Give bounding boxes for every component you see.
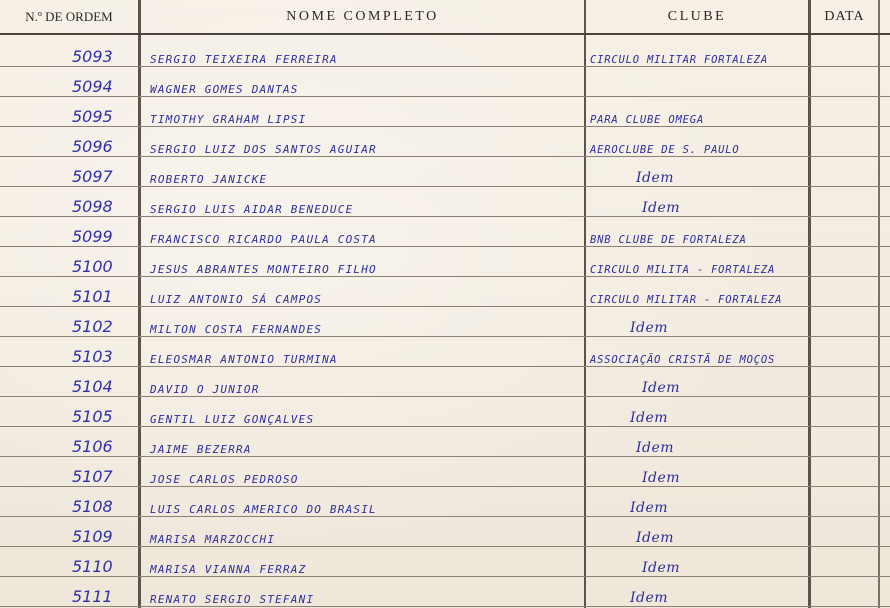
table-row xyxy=(0,337,890,367)
table-row xyxy=(0,307,890,337)
club-name: BNB CLUBE DE FORTALEZA xyxy=(590,234,747,246)
full-name: ELEOSMAR ANTONIO TURMINA xyxy=(150,353,338,366)
header-club: CLUBE xyxy=(667,9,727,24)
full-name: WAGNER GOMES DANTAS xyxy=(150,83,299,96)
order-number: 5096 xyxy=(72,137,113,156)
club-name: PARA CLUBE OMEGA xyxy=(590,114,704,126)
table-row xyxy=(0,187,890,217)
full-name: GENTIL LUIZ GONÇALVES xyxy=(150,413,315,426)
club-name: Idem xyxy=(636,440,675,456)
table-row xyxy=(0,487,890,517)
full-name: RENATO SERGIO STEFANI xyxy=(150,593,315,606)
full-name: MARISA MARZOCCHI xyxy=(150,533,276,546)
order-number: 5095 xyxy=(72,107,113,126)
full-name: DAVID O JUNIOR xyxy=(150,383,260,396)
order-number: 5106 xyxy=(72,437,113,456)
club-name: Idem xyxy=(642,560,681,576)
table-row xyxy=(0,67,890,97)
ruled-line xyxy=(0,606,890,607)
table-row xyxy=(0,517,890,547)
table-row xyxy=(0,157,890,187)
full-name: MARISA VIANNA FERRAZ xyxy=(150,563,307,576)
header-date: DATA xyxy=(824,9,865,24)
full-name: JAIME BEZERRA xyxy=(150,443,252,456)
table-row xyxy=(0,37,890,67)
order-number: 5105 xyxy=(72,407,113,426)
club-name: CIRCULO MILITA - FORTALEZA xyxy=(590,264,776,276)
header-full-name: NOME COMPLETO xyxy=(286,9,439,24)
order-number: 5107 xyxy=(72,467,113,486)
club-name: Idem xyxy=(642,380,681,396)
order-number: 5094 xyxy=(72,77,113,96)
full-name: MILTON COSTA FERNANDES xyxy=(150,323,323,336)
club-name: Idem xyxy=(630,500,669,516)
order-number: 5101 xyxy=(72,287,113,306)
club-name: ASSOCIAÇÃO CRISTÃ DE MOÇOS xyxy=(590,354,776,366)
club-name: Idem xyxy=(636,170,675,186)
full-name: ROBERTO JANICKE xyxy=(150,173,268,186)
table-row xyxy=(0,217,890,247)
order-number: 5102 xyxy=(72,317,113,336)
table-row xyxy=(0,547,890,577)
full-name: TIMOTHY GRAHAM LIPSI xyxy=(150,113,307,126)
full-name: LUIS CARLOS AMERICO DO BRASIL xyxy=(150,503,377,516)
table-row xyxy=(0,577,890,607)
club-name: Idem xyxy=(630,320,669,336)
full-name: SERGIO LUIZ DOS SANTOS AGUIAR xyxy=(150,143,377,156)
order-number: 5104 xyxy=(72,377,113,396)
order-number: 5108 xyxy=(72,497,113,516)
table-row xyxy=(0,367,890,397)
header-order-number: N.º DE ORDEM xyxy=(25,9,113,24)
full-name: LUIZ ANTONIO SÁ CAMPOS xyxy=(150,293,323,306)
club-name: AEROCLUBE DE S. PAULO xyxy=(590,144,740,156)
table-row xyxy=(0,427,890,457)
order-number: 5093 xyxy=(72,47,113,66)
order-number: 5099 xyxy=(72,227,113,246)
club-name: Idem xyxy=(630,590,669,606)
order-number: 5109 xyxy=(72,527,113,546)
header-rule xyxy=(0,33,890,35)
table-row xyxy=(0,457,890,487)
full-name: FRANCISCO RICARDO PAULA COSTA xyxy=(150,233,377,246)
club-name: CIRCULO MILITAR FORTALEZA xyxy=(590,54,769,66)
full-name: SERGIO TEIXEIRA FERREIRA xyxy=(150,53,338,66)
full-name: SERGIO LUIS AIDAR BENEDUCE xyxy=(150,203,354,216)
table-row xyxy=(0,247,890,277)
order-number: 5103 xyxy=(72,347,113,366)
club-name: CIRCULO MILITAR - FORTALEZA xyxy=(590,294,783,306)
club-name: Idem xyxy=(636,530,675,546)
order-number: 5100 xyxy=(72,257,113,276)
table-row xyxy=(0,127,890,157)
order-number: 5098 xyxy=(72,197,113,216)
club-name: Idem xyxy=(642,470,681,486)
order-number: 5097 xyxy=(72,167,113,186)
table-row xyxy=(0,277,890,307)
full-name: JOSE CARLOS PEDROSO xyxy=(150,473,299,486)
table-row xyxy=(0,397,890,427)
club-name: Idem xyxy=(630,410,669,426)
club-name: Idem xyxy=(642,200,681,216)
order-number: 5110 xyxy=(72,557,113,576)
table-row xyxy=(0,97,890,127)
full-name: JESUS ABRANTES MONTEIRO FILHO xyxy=(150,263,377,276)
order-number: 5111 xyxy=(72,587,113,606)
